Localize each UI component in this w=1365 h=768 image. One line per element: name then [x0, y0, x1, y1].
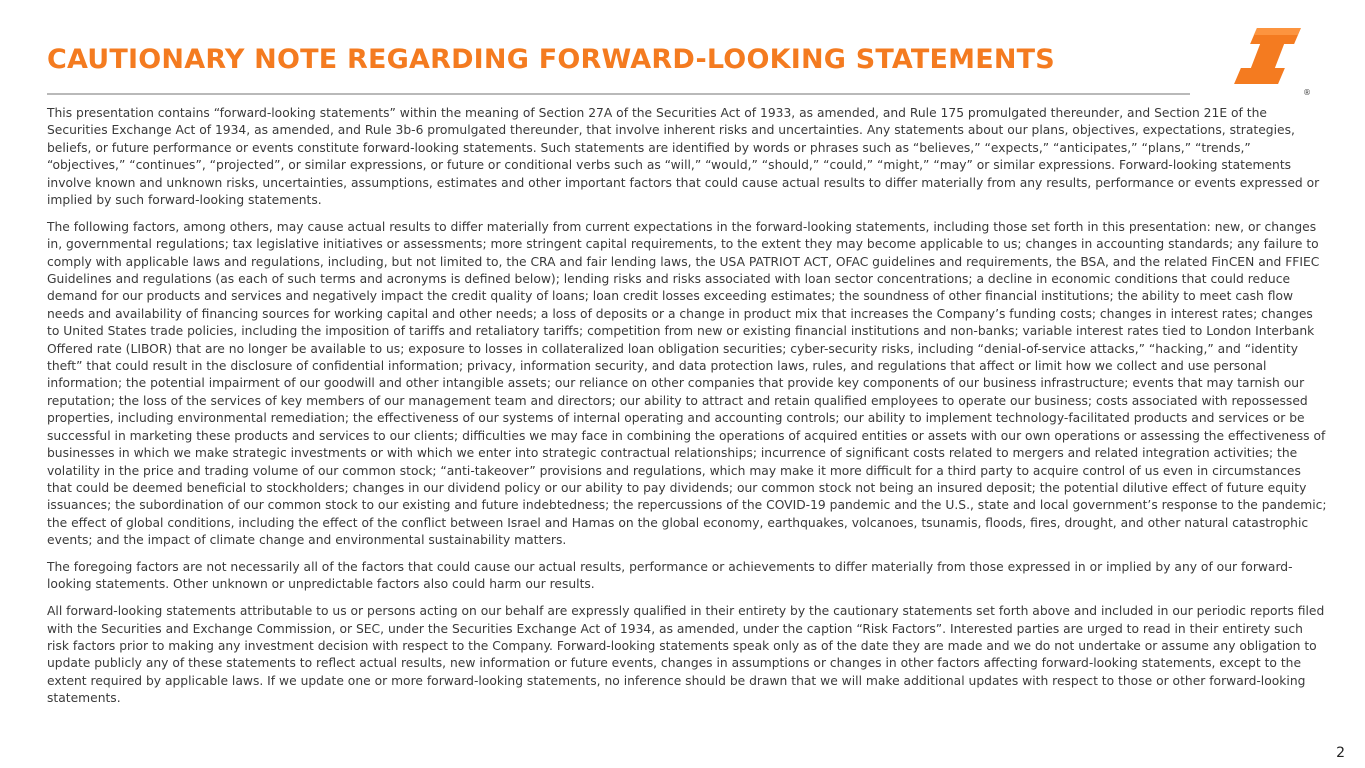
paragraph-qualification: All forward-looking statements attributable to us or persons acting on our behalf are expressly qualified in their entirety by the cautionary statements set forth above and included in our periodic reports filed with the Securities and Exchange Commission, or SEC, under the Securities Exchange Act of 1934, as amended, under the caption “Risk Factors”. Interested parties are urged to read in their entirety such risk factors prior to making any investment decision with respect to the Company. Forward-looking statements speak only as of the date they are made and we do not undertake or assume any obligation to update publicly any of these statements to reflect actual results, new information or future events, changes in assumptions or changes in other factors affecting forward-looking statements, except to the extent required by applicable laws. If we update one or more forward-looking statements, no inference should be drawn that we will make additional updates with respect to those or other forward-looking statements.: [47, 604, 1325, 706]
title-divider: [47, 93, 1190, 95]
paragraph-risk-factors: The following factors, among others, may cause actual results to differ materially from current expectations in the forward-looking statements, including those set forth in this presentation: new, or changes in, governmental regulations; tax legislative initiatives or assessments; more stringent capital requirements, to the extent they may become applicable to us; changes in accounting standards; any failure to comply with applicable laws and regulations, including, but not limited to, the CRA and fair lending laws, the USA PATRIOT ACT, OFAC guidelines and requirements, the BSA, and the related FinCEN and FFIEC Guidelines and regulations (as each of such terms and acronyms is defined below); lending risks and risks associated with loan sector concentrations; a decline in economic conditions that could reduce demand for our products and services and negatively impact the credit quality of loans; loan credit losses exceeding estimates; the soundness of other financial institutions; the ability to meet cash flow needs and availability of financing sources for working capital and other needs; a loss of deposits or a change in product mix that increases the Company’s funding costs; changes in interest rates; changes to United States trade policies, including the imposition of tariffs and retaliatory tariffs; competition from new or existing financial institutions and non-banks; variable interest rates tied to London Interbank Offered rate (LIBOR) that are no longer be available to us; exposure to losses in collateralized loan obligation securities; cyber-security risks, including “denial-of-service attacks,” “hacking,” and “identity theft” that could result in the disclosure of confidential information; privacy, information security, and data protection laws, rules, and regulations that affect or limit how we collect and use personal information; the potential impairment of our goodwill and other intangible assets; our reliance on other companies that provide key components of our business infrastructure; events that may tarnish our reputation; the loss of the services of key members of our management team and directors; our ability to attract and retain qualified employees to operate our business; costs associated with repossessed properties, including environmental remediation; the effectiveness of our systems of internal operating and accounting controls; our ability to implement technology-facilitated products and services or be successful in marketing these products and services to our clients; difficulties we may face in combining the operations of acquired entities or assets with our own operations or assessing the effectiveness of businesses in which we make strategic investments or with which we enter into strategic contractual relationships; incurrence of significant costs related to mergers and related integration activities; the volatility in the price and trading volume of our common stock; “anti-takeover” provisions and regulations, which may make it more difficult for a third party to acquire control of us even in circumstances that could be deemed beneficial to stockholders; changes in our dividend policy or our ability to pay dividends; our common stock not being an insured deposit; the potential dilutive effect of future equity issuances; the subordination of our common stock to our existing and future indebtedness; the repercussions of the COVID-19 pandemic and the U.S., state and local government’s response to the pandemic; the effect of global conditions, including the effect of the conflict between Israel and Hamas on the global economy, earthquakes, volcanoes, tsunamis, floods, fires, drought, and other natural catastrophic events; and the impact of climate change and environmental sustainability matters.: [47, 219, 1327, 548]
slide-title: CAUTIONARY NOTE REGARDING FORWARD-LOOKING STATEMENTS: [47, 44, 1055, 75]
paragraph-intro: This presentation contains “forward-looking statements” within the meaning of Section 27A of the Securities Act of 1933, as amended, and Rule 175 promulgated thereunder, and Section 21E of the Securities Exchange Act of 1934, as amended, and Rule 3b-6 promulgated thereunder, that involve inherent risks and uncertainties. Any statements about our plans, objectives, expectations, strategies, beliefs, or future performance or events constitute forward-looking statements. Such statements are identified by words or phrases such as “believes,” “expects,” “anticipates,” “plans,” “trends,” “objectives,” “continues”, “projected”, or similar expressions, or future or conditional verbs such as “will,” “would,” “should,” “could,” “might,” “may” or similar expressions. Forward-looking statements involve known and unknown risks, uncertainties, assumptions, estimates and other important factors that could cause actual results to differ materially from any results, performance or events expressed or implied by such forward-looking statements.: [47, 106, 1320, 208]
registered-mark: ®: [1303, 88, 1311, 97]
page-number: 2: [1336, 745, 1345, 761]
disclaimer-body: [47, 105, 1327, 717]
brand-logo-icon: [1240, 22, 1310, 97]
paragraph-foregoing: The foregoing factors are not necessarily all of the factors that could cause our actual results, performance or achievements to differ materially from those expressed in or implied by any of our forward-looking statements. Other unknown or unpredictable factors also could harm our results.: [47, 559, 1293, 592]
